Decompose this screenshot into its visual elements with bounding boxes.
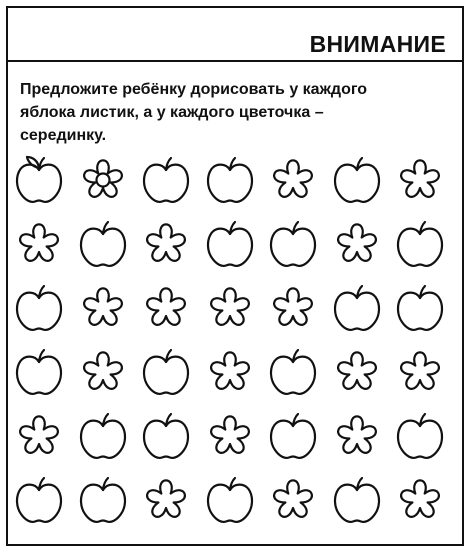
apple-icon [77, 217, 129, 269]
flower-outline [338, 224, 376, 260]
flower-icon [140, 473, 192, 525]
instruction-line-2: яблока листик, а у каждого цветочка – [20, 104, 324, 121]
apple-icon [140, 153, 192, 205]
page-title: ВНИМАНИЕ [309, 31, 446, 57]
apple-icon [394, 217, 446, 269]
flower-icon [140, 281, 192, 333]
apple-icon [267, 345, 319, 397]
picture-grid [13, 153, 461, 541]
flower-icon [77, 281, 129, 333]
flower-icon [394, 345, 446, 397]
flower-outline [338, 416, 376, 452]
flower-icon [77, 345, 129, 397]
apple-icon [140, 409, 192, 461]
apple-icon [77, 409, 129, 461]
apple-icon [267, 409, 319, 461]
flower-icon [13, 217, 65, 269]
flower-outline [147, 288, 185, 324]
apple-icon [267, 217, 319, 269]
flower-icon [204, 345, 256, 397]
flower-outline [147, 480, 185, 516]
apple-icon [331, 153, 383, 205]
apple-icon [77, 473, 129, 525]
flower-outline [401, 352, 439, 388]
apple-icon [204, 217, 256, 269]
apple-icon [140, 345, 192, 397]
flower-icon [13, 409, 65, 461]
flower-outline [20, 416, 58, 452]
flower-icon [267, 473, 319, 525]
flower-outline [274, 288, 312, 324]
flower-outline [401, 160, 439, 196]
instruction-text [20, 78, 462, 147]
instruction-line-3: серединку. [20, 127, 107, 144]
flower-outline [401, 480, 439, 516]
flower-icon [331, 217, 383, 269]
flower-icon [331, 345, 383, 397]
flower-icon [77, 153, 129, 205]
apple-icon [13, 281, 65, 333]
flower-outline [338, 352, 376, 388]
flower-icon [331, 409, 383, 461]
flower-outline [211, 352, 249, 388]
apple-icon [204, 153, 256, 205]
flower-icon [204, 409, 256, 461]
flower-outline [84, 352, 122, 388]
apple-icon [331, 473, 383, 525]
apple-icon [13, 153, 65, 205]
header-bar [8, 8, 462, 62]
flower-icon [267, 281, 319, 333]
apple-icon [13, 473, 65, 525]
flower-center [96, 174, 109, 187]
flower-outline [147, 224, 185, 260]
flower-outline [274, 160, 312, 196]
flower-icon [204, 281, 256, 333]
flower-outline [84, 288, 122, 324]
flower-icon [140, 217, 192, 269]
flower-outline [211, 416, 249, 452]
instruction-line-1: Предложите ребёнку дорисовать у каждого [20, 81, 368, 98]
flower-outline [20, 224, 58, 260]
apple-icon [13, 345, 65, 397]
flower-outline [274, 480, 312, 516]
apple-icon [331, 281, 383, 333]
flower-outline [84, 160, 122, 196]
apple-icon [204, 473, 256, 525]
flower-icon [267, 153, 319, 205]
apple-icon [394, 281, 446, 333]
flower-outline [211, 288, 249, 324]
flower-icon [394, 473, 446, 525]
apple-icon [394, 409, 446, 461]
flower-icon [394, 153, 446, 205]
